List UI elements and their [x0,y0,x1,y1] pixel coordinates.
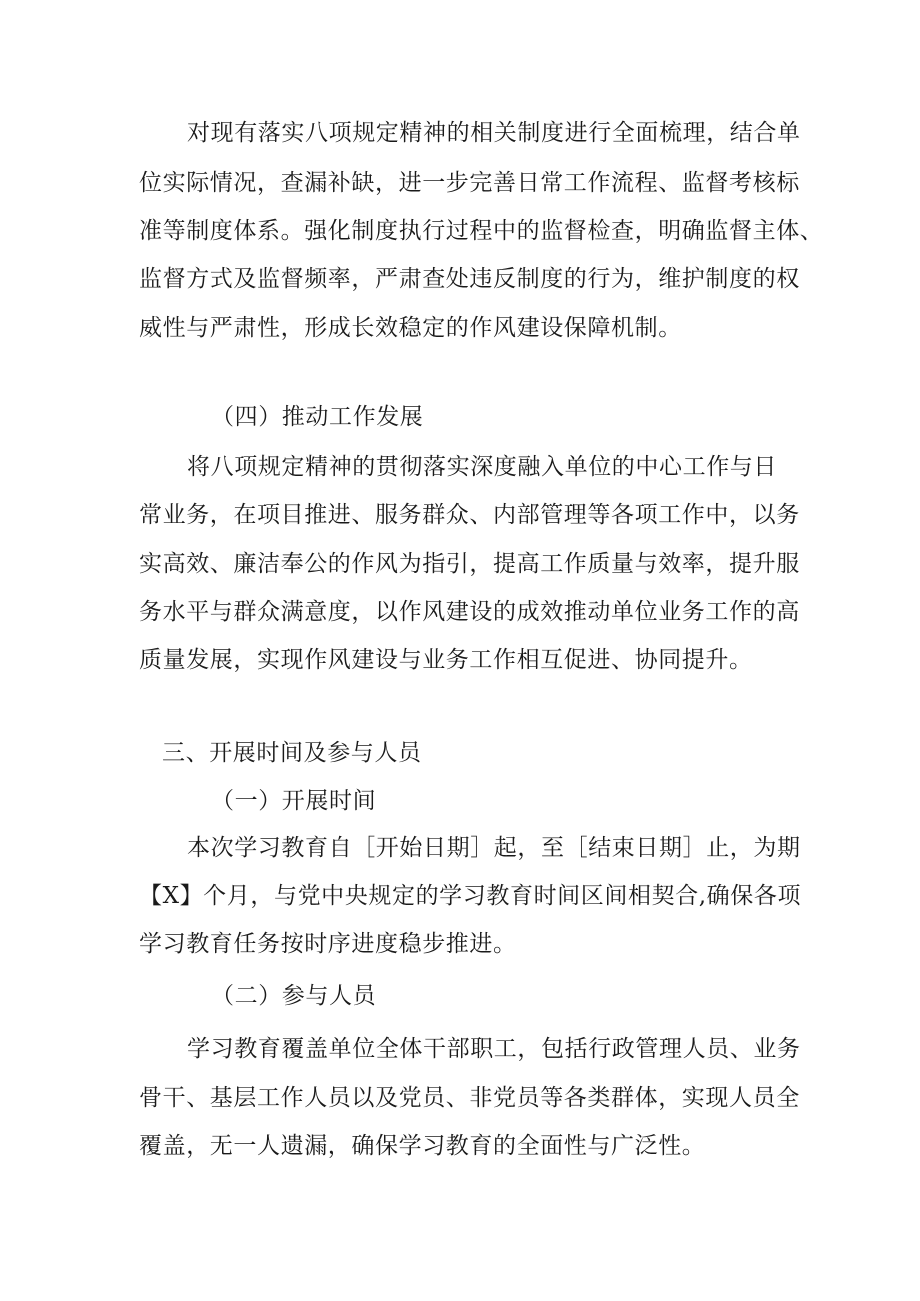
chapter-heading-3: 三、开展时间及参与人员 [162,740,422,766]
section-heading-2: （二）参与人员 [211,983,377,1009]
section-heading-1: （一）开展时间 [211,788,377,814]
text-line: 监督方式及监督频率，严肃查处违反制度的行为，维护制度的权 [139,266,800,292]
text-line: 位实际情况，查漏补缺，进一步完善日常工作流程、监督考核标 [139,170,800,196]
text-line: 实高效、廉洁奉公的作风为指引，提高工作质量与效率，提升服 [139,551,800,577]
text-line: 务水平与群众满意度，以作风建设的成效推动单位业务工作的高 [139,599,800,625]
text-line: 学习教育覆盖单位全体干部职工，包括行政管理人员、业务 [187,1036,801,1062]
text-line: 常业务，在项目推进、服务群众、内部管理等各项工作中，以务 [139,502,800,528]
section-heading-4: （四）推动工作发展 [211,404,424,430]
text-line: 准等制度体系。强化制度执行过程中的监督检查，明确监督主体、 [139,218,824,244]
text-line: 本次学习教育自［开始日期］起，至［结束日期］止，为期 [187,835,801,861]
text-line: 覆盖，无一人遗漏，确保学习教育的全面性与广泛性。 [139,1133,706,1159]
text-line: 威性与严肃性，形成长效稳定的作风建设保障机制。 [139,315,682,341]
text-line: 将八项规定精神的贯彻落实深度融入单位的中心工作与日 [187,454,777,480]
text-line: 对现有落实八项规定精神的相关制度进行全面梳理，结合单 [187,120,801,146]
text-line: 【X】个月，与党中央规定的学习教育时间区间相契合,确保各项 [139,883,802,909]
text-line: 学习教育任务按时序进度稳步推进。 [139,931,517,957]
text-line: 质量发展，实现作风建设与业务工作相互促进、协同提升。 [139,647,753,673]
text-line: 骨干、基层工作人员以及党员、非党员等各类群体，实现人员全 [139,1085,800,1111]
